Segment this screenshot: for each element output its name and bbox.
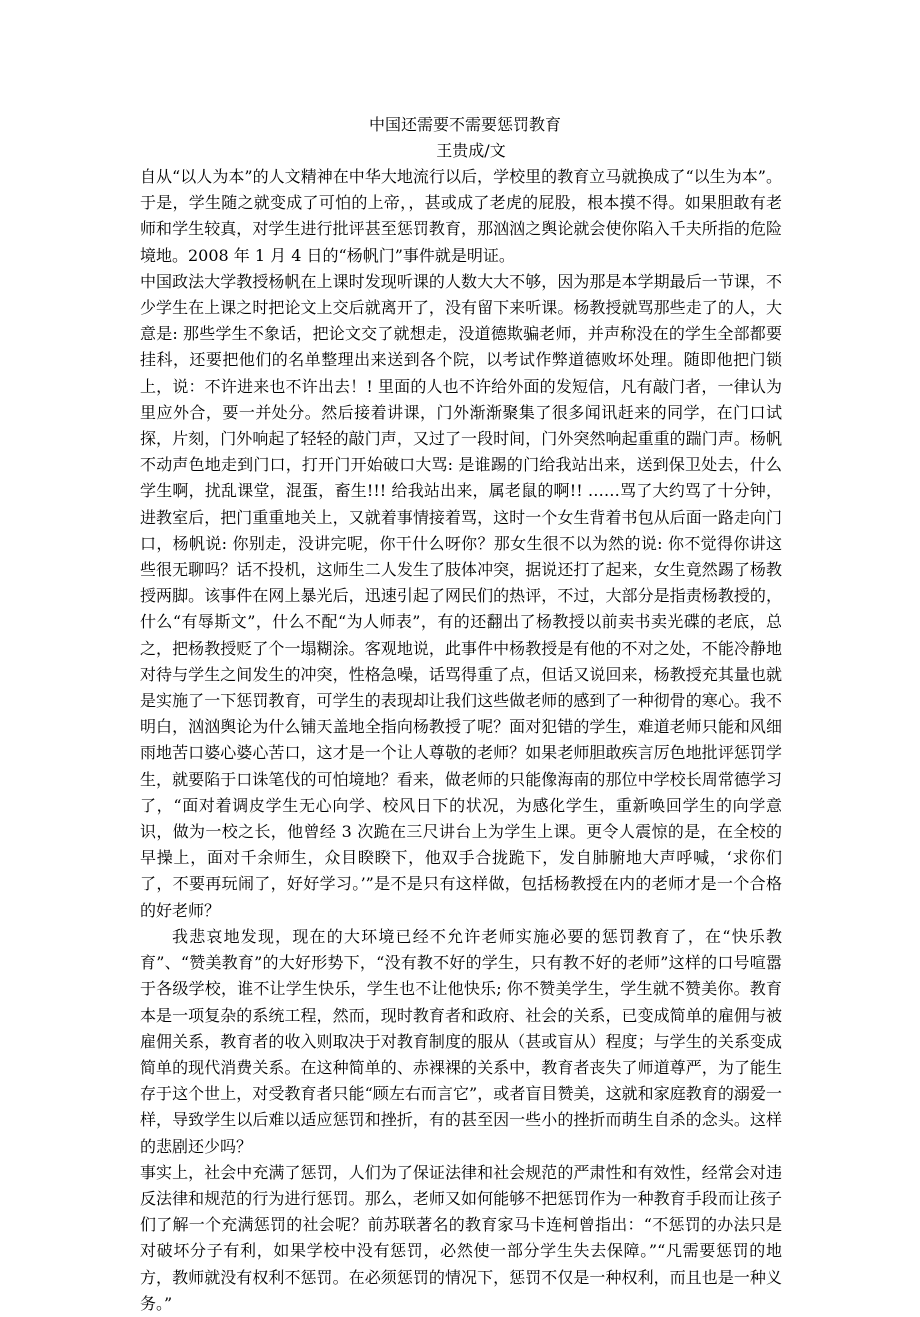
paragraph-3: 我悲哀地发现，现在的大环境已经不允许老师实施必要的惩罚教育了，在“快乐教育”、“赞美教育”的大好形势下，“没有教不好的学生，只有教不好的老师”这样的口号喧嚣于各级学校，谁不让学生快乐，学生也不让他快乐; 你不赞美学生，学生就不赞美你。教育本是一项复杂的系统工程，然而，现时教育者和政府、社会的关系，已变成简单的雇佣与被雇佣关系，教育者的收入则取决于对教育制度的服从（甚或盲从）程度；与学生的关系变成简单的现代消费关系。在这种简单的、赤裸裸的关系中，教育者丧失了师道尊严，为了能生存于这个世上，对受教育者只能“顾左右而言它”，或者盲目赞美，这就和家庭教育的溺爱一样，导致学生以后难以适应惩罚和挫折，有的甚至因一些小的挫折而萌生自杀的念头。这样的悲剧还少吗？ (140, 926, 782, 1156)
document-title: 中国还需要不需要惩罚教育 (368, 115, 561, 134)
paragraph-1: 自从“以人为本”的人文精神在中华大地流行以后，学校里的教育立马就换成了“以生为本”。于是，学生随之就变成了可怕的上帝，，甚或成了老虎的屁股，根本摸不得。如果胆敢有老师和学生较真，对学生进行批评甚至惩罚教育，那汹汹之舆论就会使你陷入千夫所指的危险境地。2008 年 1 月 4 日的“杨帆门”事件就是明证。 (140, 167, 782, 265)
document-page (140, 112, 782, 1317)
paragraph-4: 事实上，社会中充满了惩罚，人们为了保证法律和社会规范的严肃性和有效性，经常会对违反法律和规范的行为进行惩罚。那么，老师又如何能够不把惩罚作为一种教育手段而让孩子们了解一个充满惩罚的社会呢？前苏联著名的教育家马卡连柯曾指出：“不惩罚的办法只是对破坏分子有利，如果学校中没有惩罚，必然使一部分学生失去保障。”“凡需要惩罚的地方，教师就没有权利不惩罚。在必须惩罚的情况下，惩罚不仅是一种权利，而且也是一种义务。” (140, 1162, 782, 1313)
paragraph-2: 中国政法大学教授杨帆在上课时发现听课的人数大大不够，因为那是本学期最后一节课，不少学生在上课之时把论文上交后就离开了，没有留下来听课。杨教授就骂那些走了的人，大意是: 那些学生不象话，把论文交了就想走，没道德欺骗老师，并声称没在的学生全部都要挂科，还要把他们的名单整理出来送到各个院，以考试作弊道德败坏处理。随即他把门锁上，说：不许进来也不许出去！! 里面的人也不许给外面的发短信，凡有敲门者，一律认为里应外合，要一并处分。然后接着讲课，门外渐渐聚集了很多闻讯赶来的同学，在门口试探，片刻，门外响起了轻轻的敲门声，又过了一段时间，门外突然响起重重的踹门声。杨帆不动声色地走到门口，打开门开始破口大骂: 是谁踢的门给我站出来，送到保卫处去，什么学生啊，扰乱课堂，混蛋，畜生!!! 给我站出来，属老鼠的啊!! ……骂了大约骂了十分钟，进教室后，把门重重地关上，又就着事情接着骂，这时一个女生背着书包从后面一路走向门口，杨帆说: 你别走，没讲完呢，你干什么呀你？那女生很不以为然的说: 你不觉得你讲这些很无聊吗？话不投机，这师生二人发生了肢体冲突，据说还打了起来，女生竟然踢了杨教授两脚。该事件在网上暴光后，迅速引起了网民们的热评，不过，大部分是指责杨教授的，什么“有辱斯文”，什么不配“为人师表”，有的还翻出了杨教授以前卖书卖光碟的老底，总之，把杨教授贬了个一塌糊涂。客观地说，此事件中杨教授是有他的不对之处，不能冷静地对待与学生之间发生的冲突，性格急噪，话骂得重了点，但话又说回来，杨教授充其量也就是实施了一下惩罚教育，可学生的表现却让我们这些做老师的感到了一种彻骨的寒心。我不明白，汹汹舆论为什么铺天盖地全指向杨教授了呢？面对犯错的学生，难道老师只能和风细雨地苦口婆心婆心苦口，这才是一个让人尊敬的老师？如果老师胆敢疾言厉色地批评惩罚学生，就要陷于口诛笔伐的可怕境地？看来，做老师的只能像海南的那位中学校长周常德学习了，“面对着调皮学生无心向学、校风日下的状况，为感化学生，重新唤回学生的向学意识，做为一校之长，他曾经 3 次跪在三尺讲台上为学生上课。更令人震惊的是，在全校的早操上，面对千余师生，众目睽睽下，他双手合拢跪下，发自肺腑地大声呼喊，‘求你们了，不要再玩闹了，好好学习。’”是不是只有这样做，包括杨教授在内的老师才是一个合格的好老师？ (140, 271, 782, 920)
document-author: 王贵成/文 (436, 141, 506, 160)
